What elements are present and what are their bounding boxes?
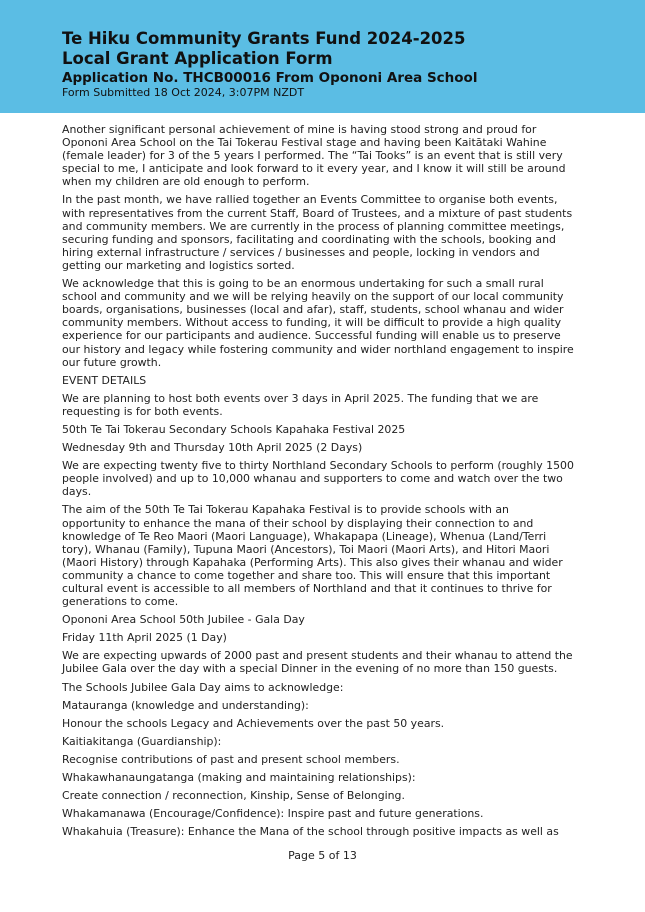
section-heading: EVENT DETAILS [62,373,147,387]
event-dates: Wednesday 9th and Thursday 10th April 2025 (2 Days) [62,441,363,455]
paragraph: Another significant personal achievement of mine is having stood strong and proud for Opononi Area School on the Tai Tokerau Festival stage and having been Kaitātaki Wahine (female leader) for 3 of the 5 years I performed. The “Tai Tooks” is an event that is still very special to me, I anticipate and look forward to it every year, and I know it will still be around when my children are old enough to perform. [62,123,566,189]
value-item: Whakahuia (Treasure): Enhance the Mana of the school through positive impacts as well as [62,825,559,839]
paragraph: We are expecting twenty five to thirty Northland Secondary Schools to perform (roughly 1500 people involved) and up to 10,000 whanau and supporters to come and watch over the two days. [62,459,574,499]
submitted-timestamp: Form Submitted 18 Oct 2024, 3:07PM NZDT [62,86,305,99]
paragraph: The aim of the 50th Te Tai Tokerau Kapahaka Festival is to provide schools with an opportunity to enhance the mana of their school by displaying their connection to and knowledge of Te Reo Maori (Maori Language), Whakapapa (Lineage), Whenua (Land/Terri tory), Whanau (Family), Tupuna Maori (Ancestors), Toi Maori (Maori Arts), and Hitori Maori (Maori History) through Kapahaka (Performing Arts). This also gives their whanau and wider community a chance to come together and share too. This will ensure that this important cultural event is accessible to all members of Northland and that it continues to thrive for generations to come. [62,503,563,609]
event-title: Opononi Area School 50th Jubilee - Gala Day [62,613,305,627]
document-header [0,0,645,113]
value-item: Whakamanawa (Encourage/Confidence): Inspire past and future generations. [62,807,484,821]
value-heading: Matauranga (knowledge and understanding): [62,698,309,712]
paragraph: The Schools Jubilee Gala Day aims to acknowledge: [62,680,344,694]
value-description: Recognise contributions of past and present school members. [62,752,400,766]
fund-title: Te Hiku Community Grants Fund 2024-2025 [62,29,466,48]
document-body [62,123,574,843]
paragraph: We are expecting upwards of 2000 past and present students and their whanau to attend the Jubilee Gala over the day with a special Dinner in the evening of no more than 150 guests. [62,649,573,676]
application-number: Application No. THCB00016 From Opononi Area School [62,70,478,86]
event-title: 50th Te Tai Tokerau Secondary Schools Kapahaka Festival 2025 [62,422,406,436]
value-heading: Kaitiakitanga (Guardianship): [62,734,222,748]
value-description: Create connection / reconnection, Kinship, Sense of Belonging. [62,789,405,803]
paragraph: We are planning to host both events over 3 days in April 2025. The funding that we are requesting is for both events. [62,391,539,418]
paragraph: We acknowledge that this is going to be an enormous undertaking for such a small rural school and community and we will be relying heavily on the support of our local community boards, organisations, businesses (local and afar), staff, students, school whanau and wider community members. Without access to funding, it will be difficult to provide a high quality experience for our participants and audience. Successful funding will enable us to preserve our history and legacy while fostering community and wider northland engagement to inspire our future growth. [62,277,574,369]
value-heading: Whakawhanaungatanga (making and maintaining relationships): [62,771,416,785]
form-title: Local Grant Application Form [62,49,333,68]
paragraph: In the past month, we have rallied together an Events Committee to organise both events, with representatives from the current Staff, Board of Trustees, and a mixture of past students and community members. We are currently in the process of planning committee meetings, securing funding and sponsors, facilitating and coordinating with the schools, booking and hiring external infrastructure / services / businesses and people, locking in vendors and getting our marketing and logistics sorted. [62,193,573,272]
event-dates: Friday 11th April 2025 (1 Day) [62,631,227,645]
page-number: Page 5 of 13 [288,849,357,862]
value-description: Honour the schools Legacy and Achievements over the past 50 years. [62,716,445,730]
